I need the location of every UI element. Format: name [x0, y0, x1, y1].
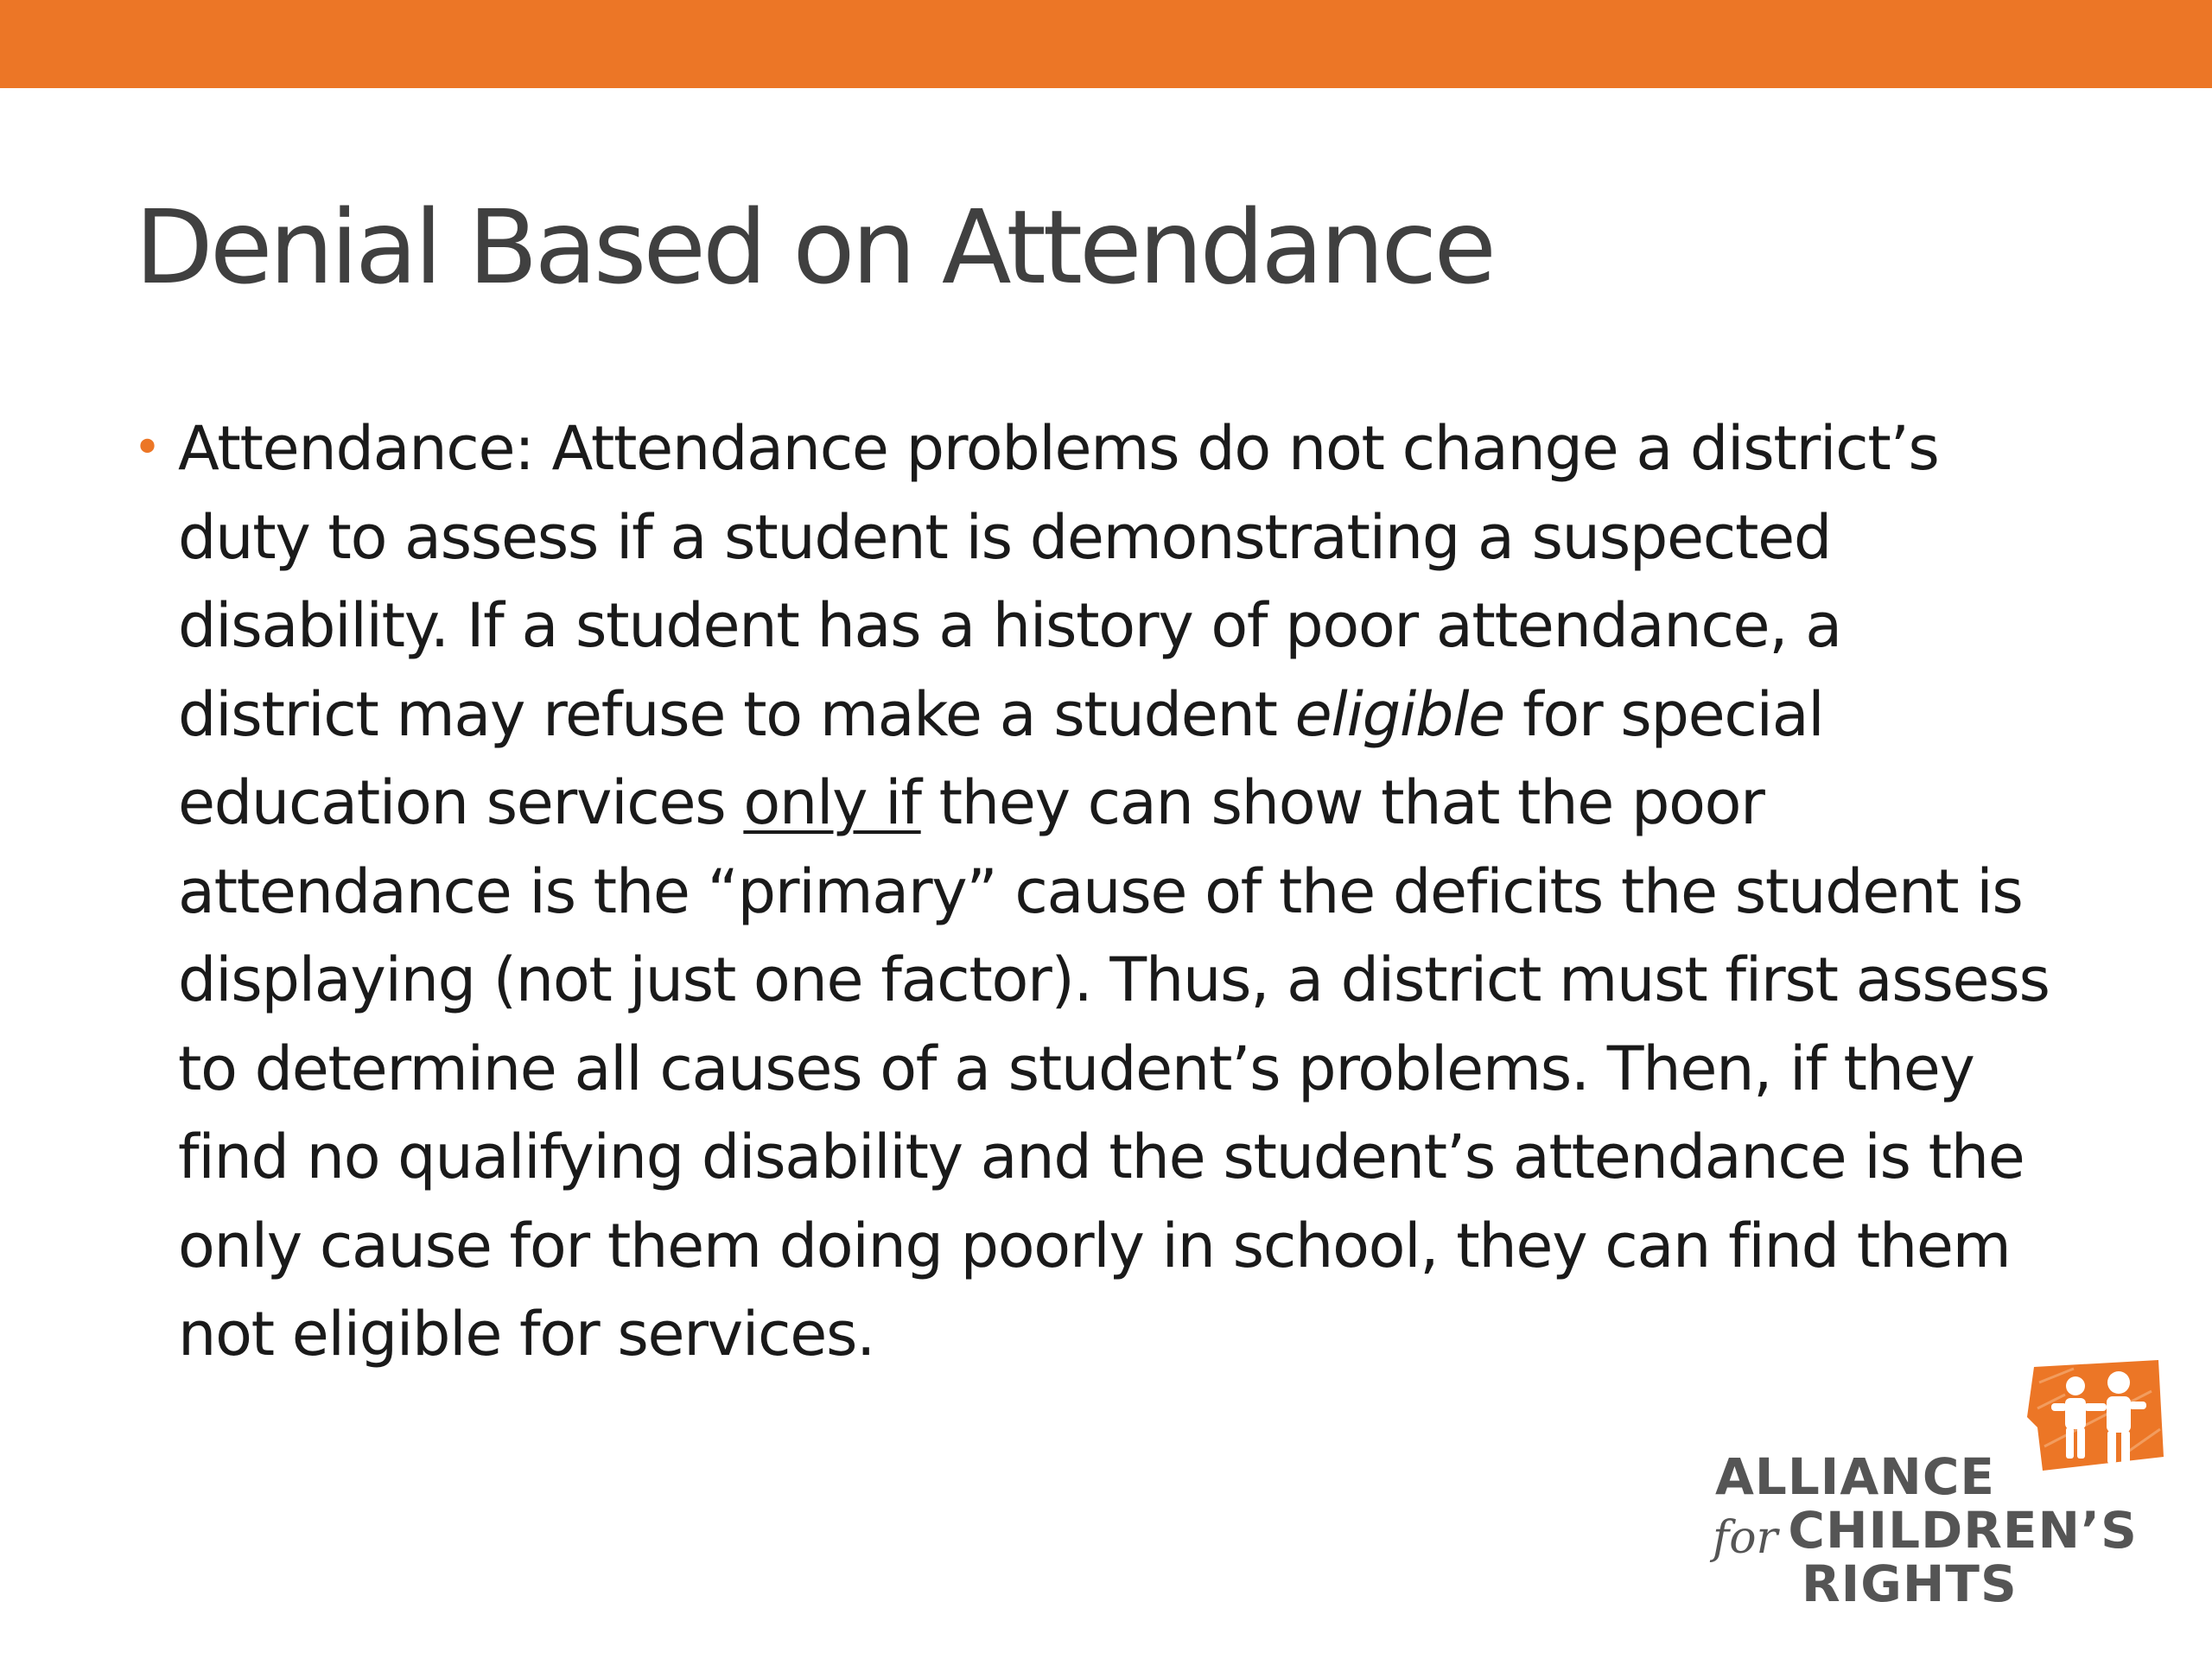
slide-content — [133, 404, 2120, 1379]
children-figures-icon — [2022, 1357, 2169, 1486]
bullet-text-line — [178, 582, 2113, 671]
bullet-item — [133, 404, 2120, 1379]
bullet-text-line — [178, 671, 2113, 760]
top-accent-bar — [0, 0, 2212, 88]
bullet-text-line — [178, 1202, 2113, 1291]
alliance-for-childrens-rights-logo — [1694, 1357, 2177, 1616]
logo-text-rights: RIGHTS — [1802, 1554, 2018, 1613]
logo-text-alliance: ALLIANCE — [1715, 1447, 1995, 1506]
text-run: for special — [1504, 678, 1824, 750]
bullet-text-line — [178, 404, 2113, 493]
bullet-text-line — [178, 493, 2113, 582]
text-run: duty to assess if a student is demonstrating a suspected — [178, 501, 1832, 573]
logo-text-childrens: CHILDREN’S — [1788, 1501, 2138, 1560]
bullet-text-line — [178, 1025, 2113, 1114]
bullet-marker: • — [133, 420, 162, 476]
bullet-text-line — [178, 759, 2113, 848]
emphasized-text: eligible — [1294, 678, 1505, 750]
text-run: district may refuse to make a student — [178, 678, 1295, 750]
text-run: find no qualifying disability and the student’s attendance is the — [178, 1122, 2024, 1192]
text-run: education services — [178, 767, 744, 838]
text-run: attendance is the “primary” cause of the deficits the student is — [178, 855, 2023, 927]
text-run: Attendance: Attendance problems do not change a district’s — [178, 413, 1939, 484]
bullet-text — [178, 404, 2113, 1379]
logo-text-line2 — [1713, 1501, 2138, 1564]
text-run: displaying (not just one factor). Thus, a district must first assess — [178, 944, 2050, 1015]
bullet-text-line — [178, 936, 2113, 1025]
text-run: only cause for them doing poorly in school, they can find them — [178, 1210, 2011, 1281]
slide-title: Denial Based on Attendance — [135, 188, 1493, 307]
bullet-text-line — [178, 848, 2113, 937]
logo-text-for: for — [1713, 1512, 1778, 1564]
text-run: they can show that the poor — [920, 767, 1764, 838]
text-run: not eligible for services. — [178, 1299, 875, 1370]
text-run: to determine all causes of a student’s problems. Then, if they — [178, 1033, 1974, 1104]
bullet-text-line — [178, 1113, 2113, 1202]
text-run: disability. If a student has a history of poor attendance, a — [178, 590, 1841, 661]
emphasized-text: only if — [743, 767, 921, 838]
